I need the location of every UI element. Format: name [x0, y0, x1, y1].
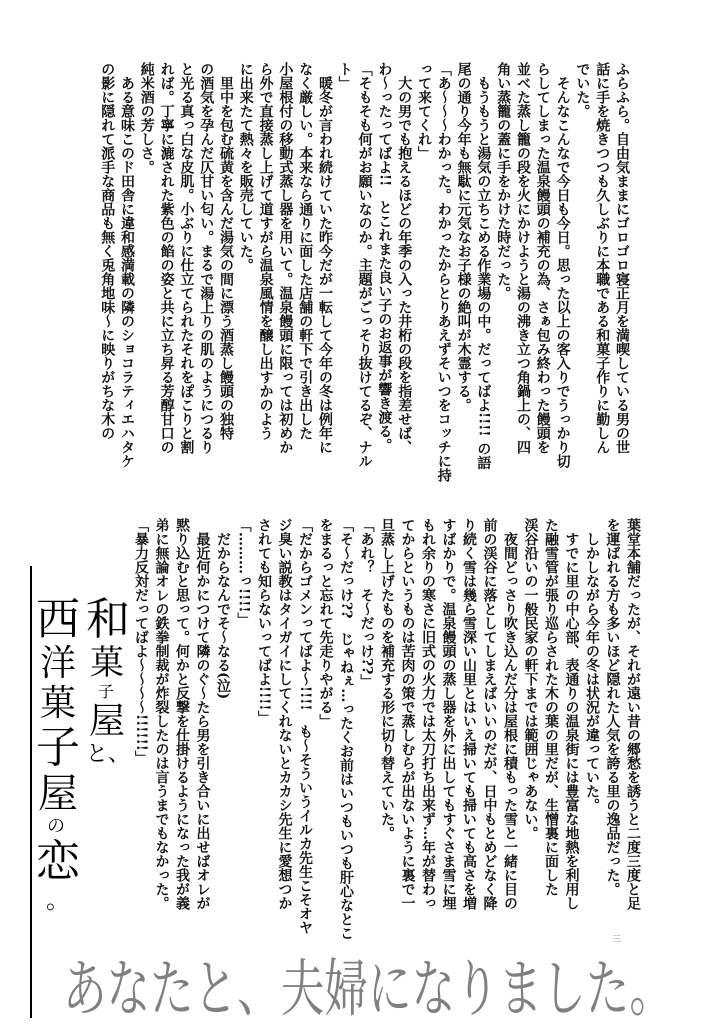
- title-glyph: 子: [98, 682, 115, 701]
- text-column: 最近何かにつけて隣のぐ～たら男を引き合いに出せばオレが: [194, 518, 211, 910]
- title-glyph: の: [47, 816, 65, 837]
- title-glyph: 和: [86, 594, 130, 645]
- title-glyph: と、: [86, 742, 131, 767]
- text-column: の影に隠れて派手な商品も無く兎角地味～に映りがちな木の: [99, 62, 116, 440]
- text-column: 並べた蒸し籠の段を火にかけようと湯の沸き立つ角鍋上の、四: [515, 62, 531, 454]
- text-column: 尾の通り今年も無駄に元気なお子様の絶叫が木霊する。: [455, 62, 472, 412]
- text-column: されても知らないってばよ!!!!」: [256, 518, 272, 725]
- text-column: わ～ったってばよ!! とこれまた良い子のお返事が響き渡る。: [376, 62, 393, 453]
- text-column: でいた。: [574, 62, 591, 118]
- page-number: 三: [612, 935, 622, 945]
- title-glyph: 恋: [36, 836, 80, 887]
- text-column: 夜間どっさり吹き込んだ分は屋根に積もった雪と一緒に目の: [502, 518, 518, 910]
- text-column: 葉堂本舗だったが、それが遠い昔の郷愁を誘うと二度三度と足: [625, 518, 641, 910]
- text-column: 前の渓谷に落としてしまえばいいのだが、日中もとめどなく降: [481, 518, 498, 910]
- text-column: 角い蒸籠の蓋に手をかけた時だった。: [495, 62, 512, 300]
- text-column: り続く雪は幾ら雪深い山里とはいえ掃いても掃いても高さを増: [461, 518, 477, 910]
- title-glyph: 屋: [38, 771, 78, 817]
- title-glyph: 菓: [40, 683, 77, 724]
- text-column: 「そもそも何がお願いなのか。主題がごっそり抜けてるぞ、ナル: [356, 62, 373, 468]
- title-glyph: 菓: [90, 643, 124, 683]
- text-column: 「………っ!!!!」: [235, 518, 252, 627]
- text-column: てからというものは苦肉の策で蒸しむらが出ないように裏で一: [399, 518, 416, 910]
- text-column: って来てくれ」: [416, 62, 432, 160]
- title-glyph: 西: [36, 594, 80, 645]
- text-column: 「だからゴメンってばよ～!!!! も～そういうイルカ先生こそオヤ: [297, 518, 313, 935]
- text-column: そんなこんなで今日も今日。思った以上の客入りでうっかり切: [554, 62, 571, 468]
- title-glyph: 。: [46, 886, 70, 914]
- text-column: 「暴力反対だってばよ～～～～!!!!!!」: [133, 518, 149, 765]
- title-glyph: 子: [36, 722, 80, 773]
- text-column: ト」: [336, 62, 353, 90]
- text-column: もうもうと湯気の立ちこめる作業場の中。だってばよ!!!! の語: [475, 62, 492, 470]
- text-column: ある意味このド田舎に違和感満載の隣のショコラティエハタケ: [119, 62, 135, 468]
- text-column: と光る真っ白な皮肌。小ぶりに仕立てられたそれをぽこりと割: [178, 62, 195, 454]
- text-column: に出来たて熱々を販売していた。: [237, 62, 254, 272]
- text-column: しかしながら今年の冬は状況が違っていた。: [584, 518, 600, 812]
- text-column: れば。丁寧に漉された紫色の餡の姿と共に立ち昇る芳醇甘口の: [158, 62, 175, 454]
- text-column: を運ばれる方も多いほど隠れた人気を誇る里の逸品だった。: [604, 518, 621, 896]
- text-column: 渓谷沿いの一般民家の軒下までは範囲じゃあない。: [522, 518, 539, 840]
- text-column: 話に手を焼きつつも久しぶりに本職である和菓子作りに勤しん: [594, 62, 611, 454]
- text-column: すでに里の中心部、表通りの温泉街には豊富な地熱を利用し: [563, 518, 580, 910]
- text-column: の酒気を孕んだ仄甘い匂い。まるで湯上りの肌のようにつるり: [198, 62, 215, 454]
- text-column: ジ臭い説教はタイガイにしてくれないとカカシ先生に愛想つか: [276, 518, 293, 910]
- text-column: ふらふら。自由気ままにゴロゴロ寝正月を満喫している男の世: [614, 62, 630, 454]
- text-column: ら外で直接蒸し上げて道すがら温泉風情を醸し出すかのよう: [257, 62, 274, 440]
- text-column: 小屋根付の移動式蒸し器を用いて。温泉饅頭に限っては初めか: [277, 62, 294, 454]
- text-column: 「あ～～～わかった。わかったからとりあえずそいつをコッチに持: [435, 62, 452, 482]
- text-column: 里中を包む硫黄を含んだ湯気の間に漂う酒蒸し饅頭の独特: [218, 62, 234, 440]
- text-column: 弟に無論オレの鉄拳制裁が炸裂したのは言うまでもなかった。: [153, 518, 170, 910]
- text-column: だからなんでそ～なる(泣): [215, 518, 231, 700]
- text-column: すばかりで。温泉饅頭の蒸し器を外に出してもすぐさま雪に埋: [440, 518, 457, 910]
- text-column: 大の男でも抱えるほどの年季の入った井桁の段を指差せば、: [396, 62, 413, 454]
- text-column: もれ余りの寒さに旧式の火力では太刀打ち出来ず…年が替わっ: [420, 518, 436, 910]
- title-glyph: 洋: [40, 643, 77, 684]
- text-column: た融雪管が張り巡らされた木の葉の里だが、生憎裏に面した: [543, 518, 559, 896]
- text-column: 旦蒸し上げたものを補充する形に切り替えていた。: [379, 518, 395, 840]
- text-column: らしてしまった温泉饅頭の補充の為、さぁ包み終わった饅頭を: [534, 62, 551, 454]
- text-column: をまるっと忘れて先走りやがる」: [317, 518, 334, 728]
- subtitle-text: あなたと、夫婦になりました。: [63, 952, 673, 1024]
- text-column: 黙り込むと思って。何かと反撃を仕掛けるようになった我が義: [174, 518, 190, 910]
- text-column: 暖冬が言われ続けていた昨今だが一転して今年の冬は例年に: [317, 62, 333, 454]
- text-column: 「そ～だっけ?? じゃねぇ…ったくお前はいつもいつも肝心なとこ: [338, 518, 354, 941]
- text-column: 純米酒の芳しさ。: [138, 62, 155, 174]
- text-column: なく厳しい。本来なら通りに面した店舗の軒下で引き出した: [297, 62, 314, 440]
- text-column: 「あれ？ そ～だっけ??」: [358, 518, 375, 689]
- title-glyph: 屋: [89, 701, 126, 742]
